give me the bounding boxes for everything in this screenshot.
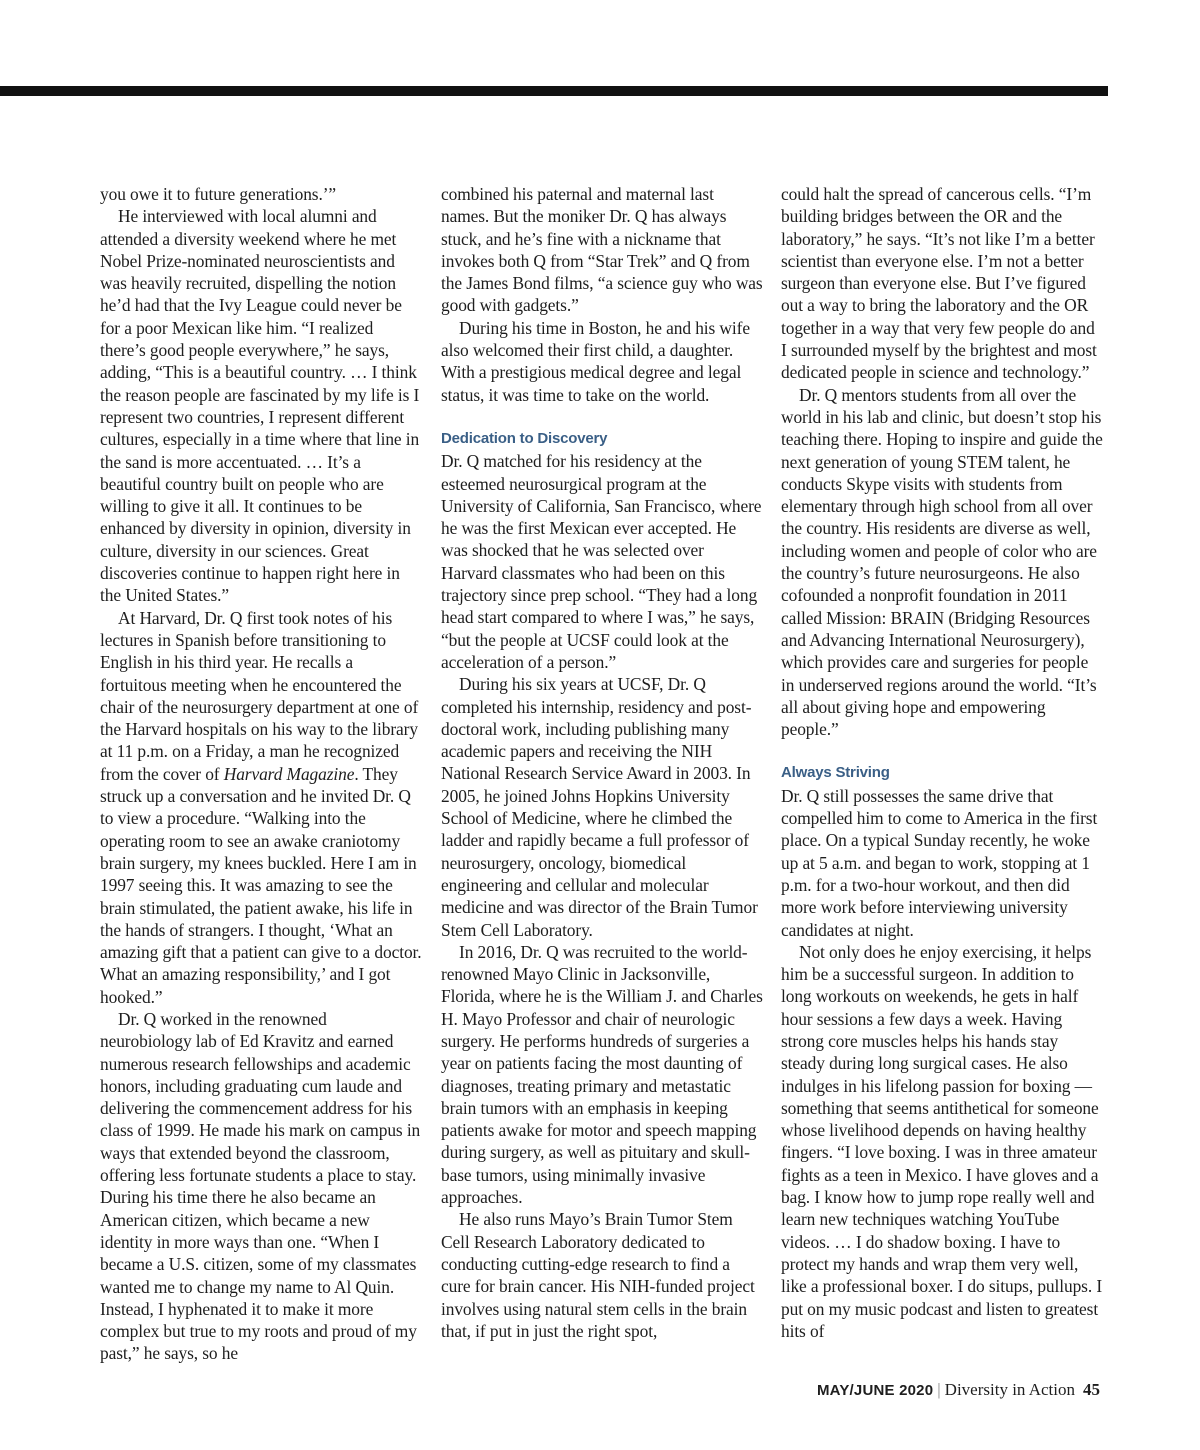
paragraph: Not only does he enjoy exercising, it helps him be a successful surgeon. In addition to long workouts on weekends, he gets in half hour sessions a few days a week. Having strong core muscles helps his hands stay steady during long surgical cases. He also indulges in his lifelong passion for boxing — something that seems antithetical for someone whose livelihood depends on having healthy fingers. “I love boxing. I was in three amateur fights as a teen in Mexico. I have gloves and a bag. I know how to jump rope really well and learn new techniques watching YouTube videos. … I do shadow boxing. I have to protect my hands and wrap them very well, like a professional boxer. I do situps, pullups. I put on my music podcast and listen to greatest hits of xyxy=(781,941,1103,1341)
page-footer xyxy=(817,1379,1100,1402)
section-heading: Always Striving xyxy=(781,764,890,782)
paragraph: In 2016, Dr. Q was recruited to the world-renowned Mayo Clinic in Jacksonville, Florida, where he is the William J. and Charles H. Mayo Professor and chair of neurologic surgery. He performs hundreds of surgeries a year on patients facing the most daunting of diagnoses, treating primary and metastatic brain tumors with an emphasis in keeping patients awake for motor and speech mapping during surgery, as well as pituitary and skull-base tumors, using minimally invasive approaches. xyxy=(441,941,763,1208)
magazine-name: Diversity in Action xyxy=(944,1380,1075,1399)
paragraph: Dr. Q still possesses the same drive that compelled him to come to America in the first place. On a typical Sunday recently, he woke up at 5 a.m. and began to work, stopping at 1 p.m. for a two-hour workout, and then did more work before interviewing university candidates at night. xyxy=(781,785,1098,940)
paragraph: He interviewed with local alumni and attended a diversity weekend where he met Nobel Prize-nominated neuroscientists and was heavily recruited, dispelling the notion he’d had that the Ivy League could never be for a poor Mexican like him. “I realized there’s good people everywhere,” he says, adding, “This is a beautiful country. … I think the reason people are fascinated by my life is I represent two countries, I represent different cultures, especially in a time where that line in the sand is more accentuated. … It’s a beautiful country built on people who are willing to give it all. It continues to be enhanced by diversity in opinion, diversity in culture, diversity in our sciences. Great discoveries continue to happen right here in the United States.” xyxy=(100,206,420,606)
column-2 xyxy=(441,183,763,1342)
paragraph: Dr. Q matched for his residency at the esteemed neurosurgical program at the University of California, San Francisco, where he was the first Mexican ever accepted. He was shocked that he was selected over Harvard classmates who had been on this trajectory since prep school. “They had a long head start compared to where I was,” he says, “but the people at UCSF could look at the acceleration of a person.” xyxy=(441,451,762,672)
paragraph: He also runs Mayo’s Brain Tumor Stem Cell Research Laboratory dedicated to conducting cutting-edge research to find a cure for brain cancer. His NIH-funded project involves using natural stem cells in the brain that, if put in just the right spot, xyxy=(441,1209,755,1341)
issue-date: MAY/JUNE 2020 xyxy=(816,1382,934,1399)
paragraph: Dr. Q mentors students from all over the world in his lab and clinic, but doesn’t stop his teaching there. Hoping to inspire and guide the next generation of young STEM talent, he conducts Skype visits with students from elementary through high school from all over the country. His residents are diverse as well, including women and people of color who are the country’s future neurosurgeons. He also cofounded a nonprofit foundation in 2011 called Mission: BRAIN (Bridging Resources and Advancing International Neurosurgery), which provides care and surgeries for people in underserved regions around the world. “It’s all about giving hope and empowering people.” xyxy=(781,384,1103,740)
section-heading: Dedication to Discovery xyxy=(441,429,608,447)
paragraph: Dr. Q worked in the renowned neurobiology lab of Ed Kravitz and earned numerous research fellowships and academic honors, including graduating cum laude and delivering the commencement address for his class of 1999. He made his mark on campus in ways that extended beyond the classroom, offering less fortunate students a place to stay. During his time there he also became an American citizen, which became a new identity in more ways than one. “When I became a U.S. citizen, some of my classmates wanted me to change my name to Al Quin. Instead, I hyphenated it to make it more complex but true to my roots and proud of my past,” he says, so he xyxy=(100,1008,421,1364)
paragraph-text: . They struck up a conversation and he invited Dr. Q to view a procedure. “Walking into the operating room to see an awake craniotomy brain surgery, my knees buckled. Here I am in 1997 seeing this. It was amazing to see the brain stimulated, the patient awake, his life in the hands of strangers. I thought, ‘What an amazing gift that a patient can give to a doctor. What an amazing responsibility,’ and I got hooked.” xyxy=(100,763,422,1007)
paragraph: combined his paternal and maternal last names. But the moniker Dr. Q has always stuck, and he’s fine with a nickname that invokes both Q from “Star Trek” and Q from the James Bond films, “a science guy who was good with gadgets.” xyxy=(441,184,763,316)
column-3 xyxy=(781,183,1103,1342)
top-rule xyxy=(0,86,1108,96)
paragraph: During his six years at UCSF, Dr. Q completed his internship, residency and post-doctoral work, including publishing many academic papers and receiving the NIH National Research Service Award in 2003. In 2005, he joined Johns Hopkins University School of Medicine, where he climbed the ladder and rapidly became a full professor of neurosurgery, oncology, biomedical engineering and cellular and molecular medicine and was director of the Brain Tumor Stem Cell Laboratory. xyxy=(441,674,758,940)
paragraph: you owe it to future generations.’” xyxy=(100,184,337,204)
column-1 xyxy=(100,183,422,1365)
paragraph: During his time in Boston, he and his wife also welcomed their first child, a daughter. With a prestigious medical degree and legal status, it was time to take on the world. xyxy=(441,317,750,405)
page-number: 45 xyxy=(1083,1380,1100,1399)
paragraph xyxy=(100,607,422,1008)
paragraph: could halt the spread of cancerous cells. “I’m building bridges between the OR and the laboratory,” he says. “It’s not like I’m a better scientist than everyone else. I’m not a better surgeon than everyone else. But I’ve figured out a way to bring the laboratory and the OR together in a way that very few people do and I surrounded myself by the brightest and most dedicated people in science and technology.” xyxy=(781,184,1097,383)
magazine-title-italic: Harvard Magazine xyxy=(223,763,355,784)
paragraph-text: At Harvard, Dr. Q first took notes of his lectures in Spanish before transitioning to English in his third year. He recalls a fortuitous meeting when he encountered the chair of the neurosurgery department at one of the Harvard hospitals on his way to the library at 11 p.m. on a Friday, a man he recognized from the cover of xyxy=(100,607,419,784)
footer-separator: | xyxy=(937,1380,941,1399)
